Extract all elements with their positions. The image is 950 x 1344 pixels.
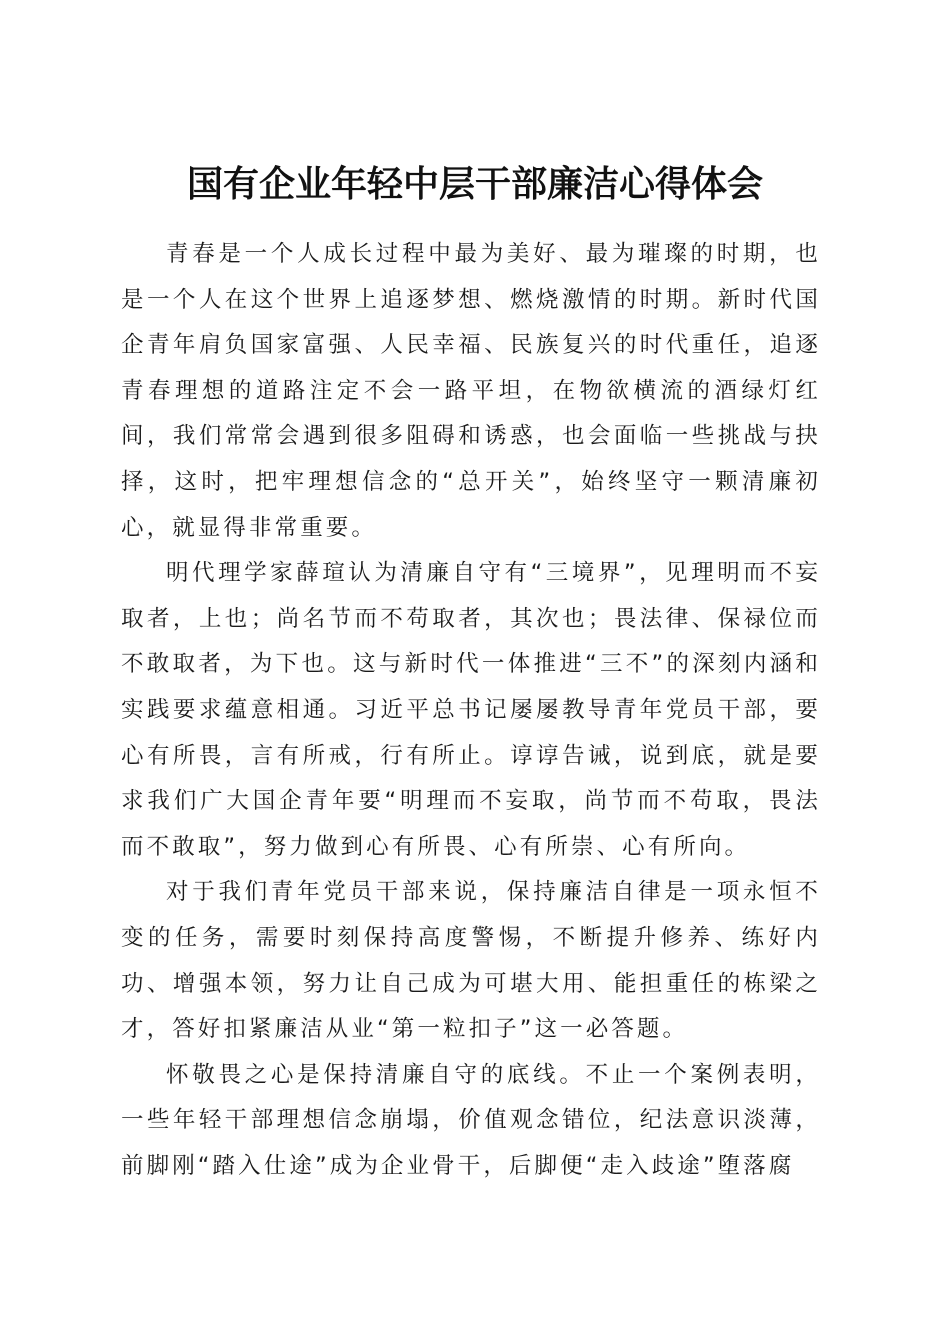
document-body: [121, 232, 821, 1189]
paragraph-3: 对于我们青年党员干部来说，保持廉洁自律是一项永恒不变的任务，需要时刻保持高度警惕，不断提升修养、练好内功、增强本领，努力让自己成为可堪大用、能担重任的栋梁之才，答好扣紧廉洁从业“第一粒扣子”这一必答题。: [121, 879, 821, 1043]
paragraph-2: 明代理学家薛瑄认为清廉自守有“三境界”，见理明而不妄取者，上也；尚名节而不苟取者，其次也；畏法律、保禄位而不敢取者，为下也。这与新时代一体推进“三不”的深刻内涵和实践要求蕴意相通。习近平总书记屡屡教导青年党员干部，要心有所畏，言有所戒，行有所止。谆谆告诫，说到底，就是要求我们广大国企青年要“明理而不妄取，尚节而不苟取，畏法而不敢取”，努力做到心有所畏、心有所崇、心有所向。: [121, 560, 821, 860]
document-title: 国有企业年轻中层干部廉洁心得体会: [186, 163, 763, 206]
paragraph-4: 怀敬畏之心是保持清廉自守的底线。不止一个案例表明，一些年轻干部理想信念崩塌，价值观念错位，纪法意识淡薄，前脚刚“踏入仕途”成为企业骨干，后脚便“走入歧途”堕落腐: [121, 1061, 821, 1179]
paragraph-1: 青春是一个人成长过程中最为美好、最为璀璨的时期，也是一个人在这个世界上追逐梦想、燃烧激情的时期。新时代国企青年肩负国家富强、人民幸福、民族复兴的时代重任，追逐青春理想的道路注定不会一路平坦，在物欲横流的酒绿灯红间，我们常常会遇到很多阻碍和诱惑，也会面临一些挑战与抉择，这时，把牢理想信念的“总开关”，始终坚守一颗清廉初心，就显得非常重要。: [121, 241, 821, 541]
